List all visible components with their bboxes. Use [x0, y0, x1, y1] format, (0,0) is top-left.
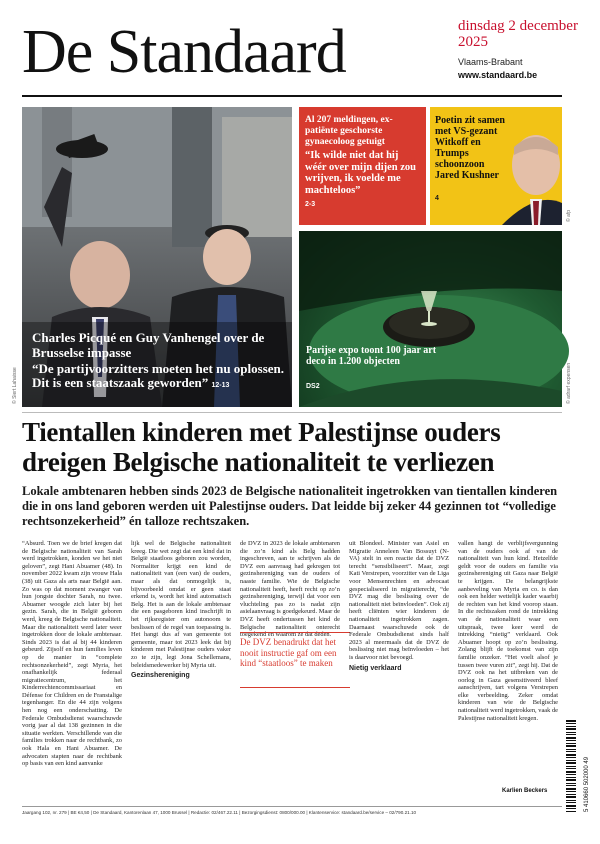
- subhead-nietig-verklaard: Nietig verklaard: [349, 664, 402, 672]
- subhead-gezinshereniging: Gezinshereniging: [131, 672, 190, 680]
- barcode-bar: [566, 754, 576, 756]
- barcode-bar: [566, 726, 576, 727]
- art-deco-room-photo: [299, 231, 562, 407]
- barcode-bar: [566, 808, 576, 809]
- red-teaser-heading: Al 207 meldingen, ex-patiënte geschorste gynaecoloog getuigt: [305, 115, 393, 147]
- section-divider: [22, 412, 562, 413]
- barcode-bar: [566, 728, 576, 730]
- barcode-bar: [566, 757, 576, 758]
- barcode-bar: [566, 788, 576, 790]
- barcode-bar: [566, 723, 576, 724]
- barcode-bar: [566, 743, 576, 744]
- barcode-bar: [566, 796, 576, 798]
- barcode-number: 5 410660 502000 49: [584, 756, 590, 812]
- main-teaser-page: 12-13: [211, 382, 230, 389]
- red-teaser-box[interactable]: [299, 107, 426, 225]
- article-column-1: [22, 540, 122, 805]
- red-teaser-page: 2-3: [305, 201, 316, 208]
- masthead-rule: [22, 95, 562, 97]
- barcode-bar: [566, 720, 576, 722]
- barcode-bar: [566, 745, 576, 747]
- column-5-text: vallen hangt de verblijfsvergunning van de ouders ook af van de nationaliteit van hun kind. Hetzelfde geldt voor de ouders en familie via gezinshereniging uit Gaza naar België te krijgen. De belangrijkste aanbeveling van Myria en co. is dan ook een helder wettelijk kader waarbij de rechten van het kind voorop staan. In die rechtszaken rond de intrekking van de nationaliteit waar een uitspraak, twee keer werd de intrekking “nietig” verklaard. Ook Abuamer hoopt op zo’n beslissing. Zolang blijft de toekomst van zijn familie onzeker. “Het voelt alsof je tussen twee vuren zit”, zegt hij. Dat de DVZ ook na het uitbreken van de oorlog in Gaza gesensitiveerd bleef aanschrijven, tart volgens Verstrepen elke verbeelding. Zeker omdat kinderen van wie de Belgische nationaliteit werd ingetrokken, vaak de Palestijnse nationaliteit kregen.: [458, 540, 558, 722]
- column-3-text: de DVZ in 2023 de lokale ambtenaren die zo’n kind als Belg hadden ingeschreven, aan te schrijven als de DVZ een aanvraag had gekregen tot gezinshereniging van de ouders of naaste familie. Wie de Belgische nationaliteit heeft, heeft recht op zo’n gezinshereniging, terwijl dat voor een vluchteling pas zo is nadat zijn asielaanvraag is goedgekeurd. Maar de DVZ heeft ondertussen het kind de Belgische nationaliteit onterecht toegekend en waarom ze dat deden.: [240, 540, 340, 639]
- barcode-bar: [566, 785, 576, 786]
- barcode-bar: [566, 737, 576, 739]
- issue-date: dinsdag 2 december 2025: [458, 18, 578, 50]
- barcode-bar: [566, 791, 576, 792]
- barcode-bar: [566, 732, 576, 733]
- article-author: Karlien Beckers: [502, 788, 548, 794]
- barcode-bar: [566, 805, 576, 807]
- yellow-teaser-heading: Poetin zit samen met VS-gezant Witkoff en Trumps schoonzoon Jared Kushner: [435, 115, 505, 181]
- barcode-bar: [566, 766, 576, 767]
- barcode-bar: [566, 734, 576, 735]
- barcode-bar: [566, 740, 576, 741]
- imprint-footer: Jaargang 102, nr. 279 | BE €4,50 | De Standaard, Kantorenlaan 47, 1000 Brussel | Redactie: 02/467.22.11 | Bezorgingsdienst: 0800/000.00 | Klantenservice: standaard.be/service – 02/790.21.10: [22, 806, 562, 816]
- pull-quote: De DVZ benadrukt dat het nooit instructie gaf om een kind “staatloos” te maken: [240, 632, 350, 688]
- lead-headline[interactable]: Tientallen kinderen met Palestijnse ouders dreigen Belgische nationaliteit te verliezen: [22, 417, 501, 477]
- yellow-teaser-box[interactable]: [430, 107, 562, 225]
- green-teaser-heading: Parijse expo toont 100 jaar art deco in 1.200 objecten: [306, 345, 437, 367]
- barcode-bar: [566, 760, 576, 761]
- barcode-bar: [566, 768, 576, 769]
- article-column-4: [349, 540, 449, 805]
- masthead-logo[interactable]: De Standaard: [22, 18, 346, 86]
- barcode-bar: [566, 751, 576, 752]
- column-4-text: uit Blondeel. Minister van Asiel en Migratie Anneleen Van Bossuyt (N-VA) stelt in een reactie dat de DVZ terecht “sensibiliseert”. Maar, zegt Kati Verstrepen, voorzitter van de Liga voor Mensenrechten en advocaat gespecialiseerd in migratierecht, “de DVZ mag die beslissing over de nationaliteit niet beïnvloeden”. Ook zij heeft cliënten wier kinderen de nationaliteit ingetrokken zagen. Daarnaast waarschuwde ook de Federale Ombudsdienst sinds half 2023 al meermaals dat de DVZ de beslissing niet mag beïnvloeden – het is daarvoor niet bevoegd.: [349, 540, 449, 661]
- column-1-text: “Absurd. Toen we de brief kregen dat de Belgische nationaliteit van Sarah werd ingetrokken, konden we het niet geloven”, zegt Hani Abuamer (48). In november 2022 kwam zijn vrouw Hala (38) uit Gaza als arts naar België aan. Zo was op dat moment zwanger van hun jongste dochter Sarah, nu twee. Abuamer woogde zich later bij het gezin. Sarah, die in België geboren werd, kreeg de Belgische nationaliteit. Maar die nationaliteit werd later weer ingetrokken door de lokale ambtenaar. Sinds 2023 is dat al bij 44 kinderen gebeurd. Zijsolf en hun families leven op de manier in “complete rechtsonzekerheid”, zegt Myria, het onafhankelijk federaal migratiecentrum, het Kinderrechtencommissariaat en Défense for Children en de Franstalige tegenhanger. En die 44 zijn volgens hen nog een onderschatting. De Federale Ombudsdienst waarschuwde vorig jaar al dat 138 gezinnen in die situatie werkten. Verschillende van die families trokken naar de rechtbank, zo ook Hala en Hani Abuamer. De advocaten stapten naar de rechtbank op basis van een kind aanvanke: [22, 540, 122, 768]
- barcode-bar: [566, 811, 576, 812]
- lead-standfirst: Lokale ambtenaren hebben sinds 2023 de Belgische nationaliteit ingetrokken van tientallen kinderen die in ons land geboren werden uit Palestijnse ouders. Dat leidde bij zeker 44 gezinnen tot “volledige rechtsonzekerheid” én talloze rechtszaken.: [22, 484, 558, 528]
- main-teaser-quote: “De partijvoorzitters moeten het nu oplossen. Dit is een staatszaak geworden” 12-13: [32, 361, 285, 390]
- barcode-bar: [566, 774, 576, 775]
- barcode-bar: [566, 802, 576, 803]
- article-column-3-top: [240, 540, 340, 639]
- article-column-5: [458, 540, 558, 785]
- article-column-2: [131, 540, 231, 805]
- website-url[interactable]: www.standaard.be: [458, 70, 538, 80]
- yellow-teaser-page: 4: [435, 195, 439, 202]
- barcode-bar: [566, 783, 576, 784]
- barcode-bar: [566, 777, 576, 778]
- green-teaser-page: DS2: [306, 383, 320, 390]
- main-photo-teaser[interactable]: [22, 107, 292, 407]
- barcode-bar: [566, 762, 576, 764]
- main-teaser-heading: Charles Picqué en Guy Vanhengel over de Brusselse impasse: [32, 330, 265, 360]
- green-teaser-photo[interactable]: [299, 231, 562, 407]
- barcode-bar: [566, 771, 576, 773]
- main-photo-caption: [32, 330, 292, 393]
- barcode-bar: [566, 800, 576, 801]
- column-2-text: lijk wel de Belgische nationaliteit kreeg. Die wet zegt dat een kind dat in België staatloos geboren zou worden, Normaliter krijgt een kind de nationaliteit van (een van) de ouders, maar als dat onmogelijk is, bijvoorbeeld omdat er geen staat erkend is, wordt het kind automatisch Belg. Het is aan de lokale ambtenaar die een pasgeboren kind inschrijft in het rijksregister om autonoom te beslissen of de regel van toepassing is. Het hangt dus af van gemeente tot gemeente, maar tot 2023 leek dat bij kinderen met Palestijnse ouders vaker zo te zijn, legt Jona Schellemans, beleidsmedewerker bij Myria uit.: [131, 540, 231, 669]
- edition-region: Vlaams-Brabant: [458, 57, 523, 67]
- barcode-bar: [566, 779, 576, 781]
- red-teaser-quote: “Ik wilde niet dat hij wéér over mijn dijen zou wrijven, ik voelde me machteloos”: [305, 150, 417, 196]
- main-photo-credit: © Siert Lahaisse: [12, 367, 18, 404]
- green-photo-credit: © adrarf expensen: [566, 362, 572, 404]
- barcode-bar: [566, 794, 576, 795]
- barcode-bar: [566, 749, 576, 750]
- yellow-photo-credit: © afp: [566, 209, 572, 222]
